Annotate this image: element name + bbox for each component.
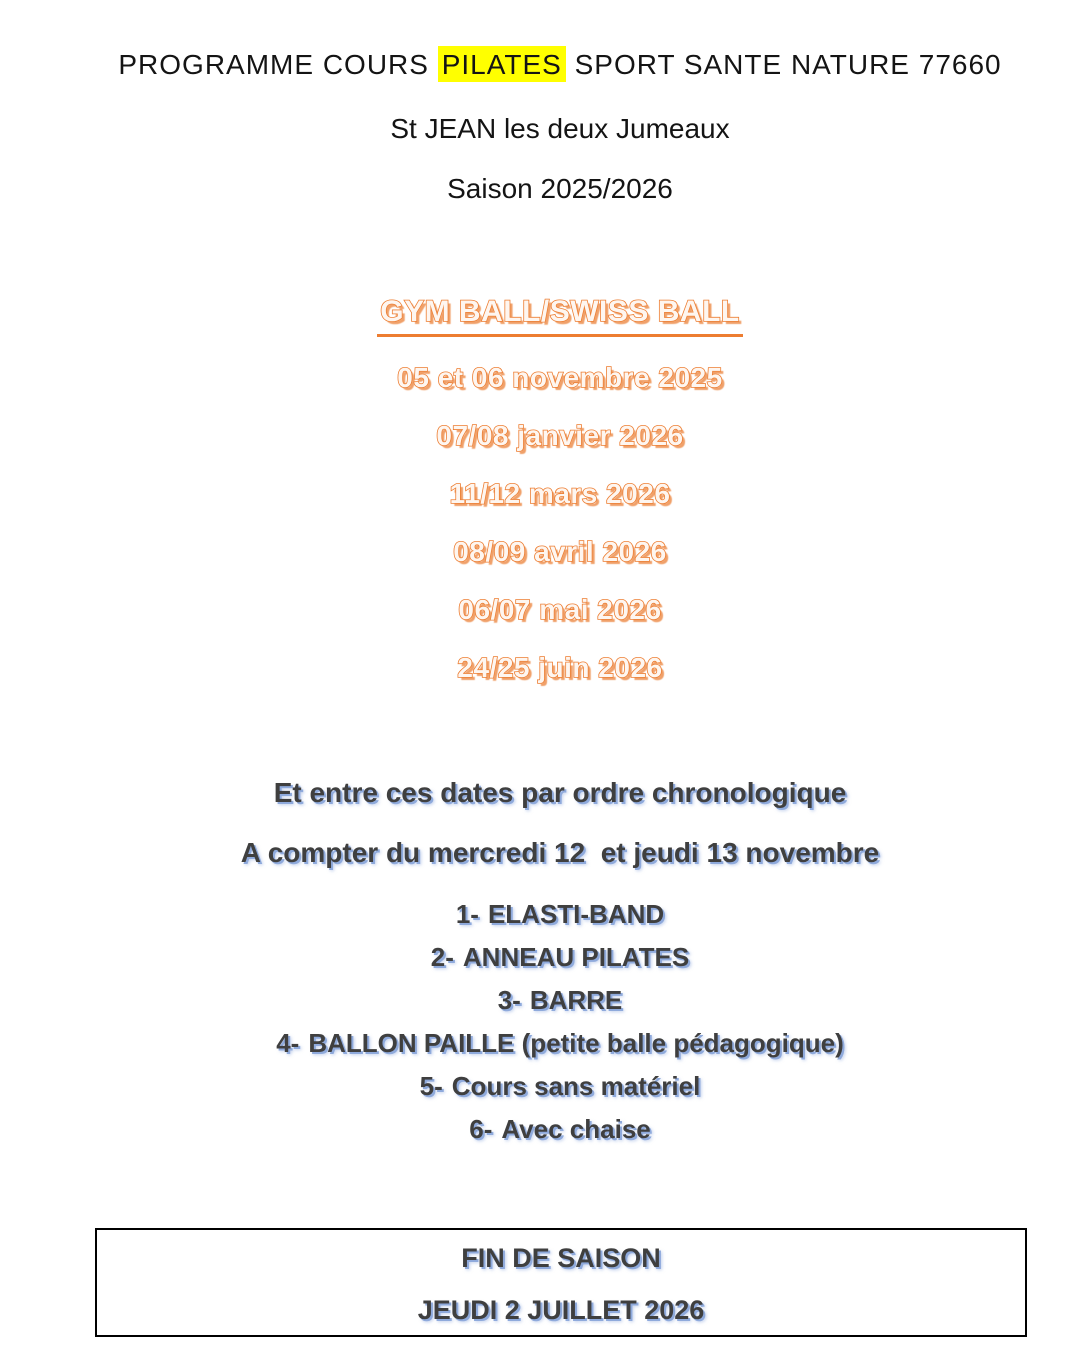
equipment-item [28, 936, 1092, 979]
equipment-item-number: 2- [430, 942, 454, 972]
equipment-item [28, 893, 1092, 936]
gym-ball-heading-text: GYM BALL/SWISS BALL [377, 293, 742, 337]
equipment-item-label: Cours sans matériel [451, 1071, 701, 1101]
gym-ball-date: 05 et 06 novembre 2025 [397, 362, 723, 393]
equipment-item-label: BALLON PAILLE (petite balle pédagogique) [308, 1028, 844, 1058]
equipment-item-number: 5- [419, 1071, 443, 1101]
equipment-item-number: 4- [276, 1028, 300, 1058]
title-pre: PROGRAMME COURS [118, 49, 438, 80]
gym-ball-date: 24/25 juin 2026 [457, 652, 663, 683]
schedule-intro-line-1: Et entre ces dates par ordre chronologique [273, 777, 847, 808]
end-of-season-box [95, 1228, 1027, 1337]
equipment-item [28, 979, 1092, 1022]
gym-ball-date: 11/12 mars 2026 [449, 478, 671, 509]
equipment-item-label: BARRE [529, 985, 623, 1015]
title-highlighted-word: PILATES [438, 46, 566, 82]
document-content [28, 48, 1092, 1337]
equipment-item-label: Avec chaise [501, 1114, 651, 1144]
equipment-item-label: ANNEAU PILATES [462, 942, 690, 972]
end-of-season-title: FIN DE SAISON [461, 1243, 661, 1273]
gym-ball-date: 08/09 avril 2026 [453, 536, 667, 567]
title-post: SPORT SANTE NATURE 77660 [565, 49, 1002, 80]
season-line: Saison 2025/2026 [447, 173, 673, 204]
equipment-item-number: 6- [469, 1114, 493, 1144]
schedule-intro-line-2: A compter du mercredi 12 et jeudi 13 novembre [240, 837, 880, 868]
equipment-list [28, 893, 1092, 1151]
location-line: St JEAN les deux Jumeaux [390, 113, 730, 144]
gym-ball-date: 07/08 janvier 2026 [436, 420, 684, 451]
page-title [28, 48, 1092, 82]
gym-ball-date: 06/07 mai 2026 [458, 594, 662, 625]
equipment-item-number: 1- [455, 899, 479, 929]
equipment-item [28, 1108, 1092, 1151]
equipment-item-number: 3- [497, 985, 521, 1015]
gym-ball-dates-list [28, 349, 1092, 697]
equipment-item-label: ELASTI-BAND [487, 899, 665, 929]
equipment-item [28, 1022, 1092, 1065]
gym-ball-heading [28, 293, 1092, 337]
end-of-season-date: JEUDI 2 JUILLET 2026 [417, 1295, 705, 1325]
equipment-item [28, 1065, 1092, 1108]
